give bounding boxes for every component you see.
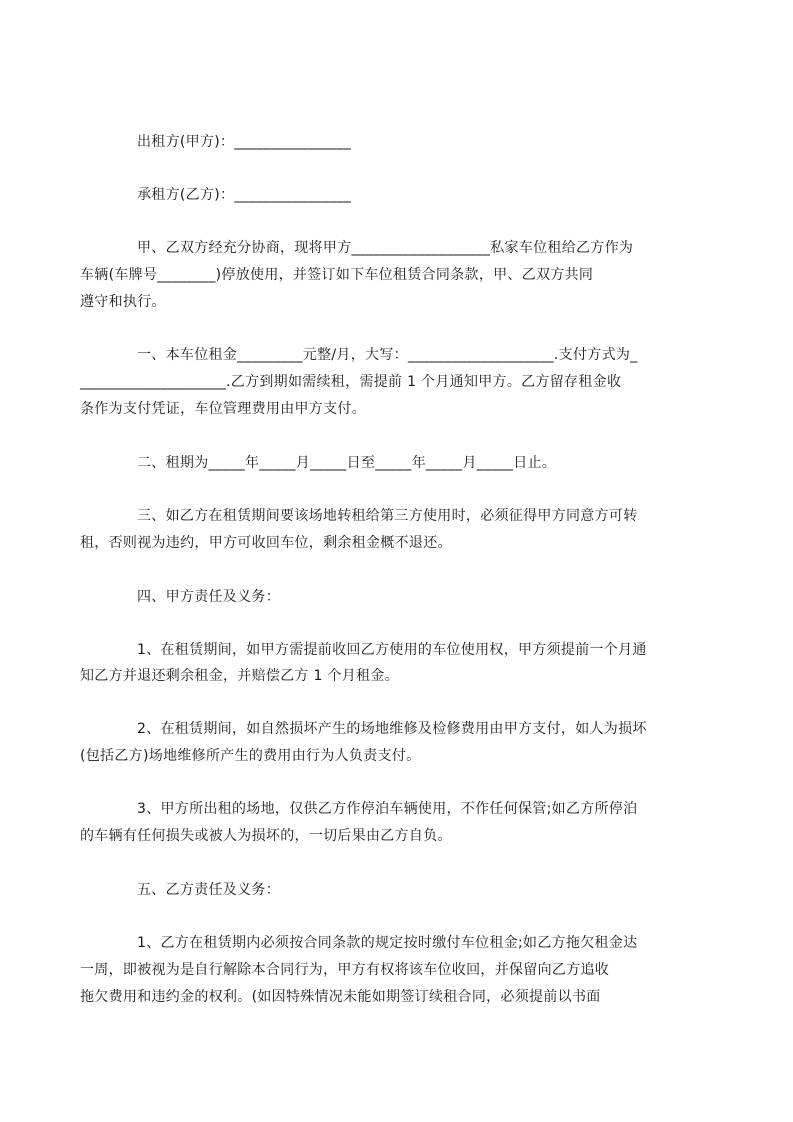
clause-4-2-line-1: 2、在租赁期间，如自然损坏产生的场地维修及检修费用由甲方支付，如人为损坏 <box>137 721 647 737</box>
clause-1-line-1: 一、本车位租金_________元整/月，大写：____________________.支付方式为_ <box>137 347 638 363</box>
clause-5-1-line-3: 拖欠费用和违约金的权利。(如因特殊情况未能如期签订续租合同，必须提前以书面 <box>80 989 601 1005</box>
clause-4-3-line-1: 3、甲方所出租的场地，仅供乙方作停泊车辆使用，不作任何保管;如乙方所停泊 <box>137 801 638 817</box>
clause-4-1-line-1: 1、在租赁期间，如甲方需提前收回乙方使用的车位使用权，甲方须提前一个月通 <box>137 642 647 658</box>
clause-5-1-line-2: 一周，即被视为是自行解除本合同行为，甲方有权将该车位收回，并保留向乙方追收 <box>80 962 610 978</box>
clause-2-line-1: 二、租期为_____年_____月_____日至_____年_____月_____日止。 <box>137 455 557 471</box>
intro-line-2: 车辆(车牌号________)停放使用，并签订如下车位租赁合同条款，甲、乙双方共同 <box>80 267 594 283</box>
clause-4-title: 四、甲方责任及义务： <box>137 589 280 605</box>
intro-line-3: 遵守和执行。 <box>80 294 166 310</box>
clause-1-line-2: ____________________.乙方到期如需续租，需提前 1 个月通知甲方。乙方留存租金收 <box>80 374 622 390</box>
clause-5-title: 五、乙方责任及义务： <box>137 882 280 898</box>
lessee-line: 承租方(乙方)：________________ <box>137 187 352 203</box>
lessor-line: 出租方(甲方)：________________ <box>137 134 352 150</box>
clause-4-3-line-2: 的车辆有任何损失或被人为损坏的，一切后果由乙方自负。 <box>80 828 452 844</box>
intro-line-1: 甲、乙双方经充分协商，现将甲方___________________私家车位租给乙方作为 <box>137 240 634 256</box>
clause-1-line-3: 条作为支付凭证，车位管理费用由甲方支付。 <box>80 401 366 417</box>
clause-4-2-line-2: (包括乙方)场地维修所产生的费用由行为人负责支付。 <box>80 748 421 764</box>
clause-3-line-1: 三、如乙方在租赁期间要该场地转租给第三方使用时，必须征得甲方同意方可转 <box>137 508 638 524</box>
clause-3-line-2: 租，否则视为违约，甲方可收回车位，剩余租金概不退还。 <box>80 535 452 551</box>
clause-5-1-line-1: 1、乙方在租赁期内必须按合同条款的规定按时缴付车位租金;如乙方拖欠租金达 <box>137 935 638 951</box>
clause-4-1-line-2: 知乙方并退还剩余租金，并赔偿乙方 1 个月租金。 <box>80 668 400 684</box>
